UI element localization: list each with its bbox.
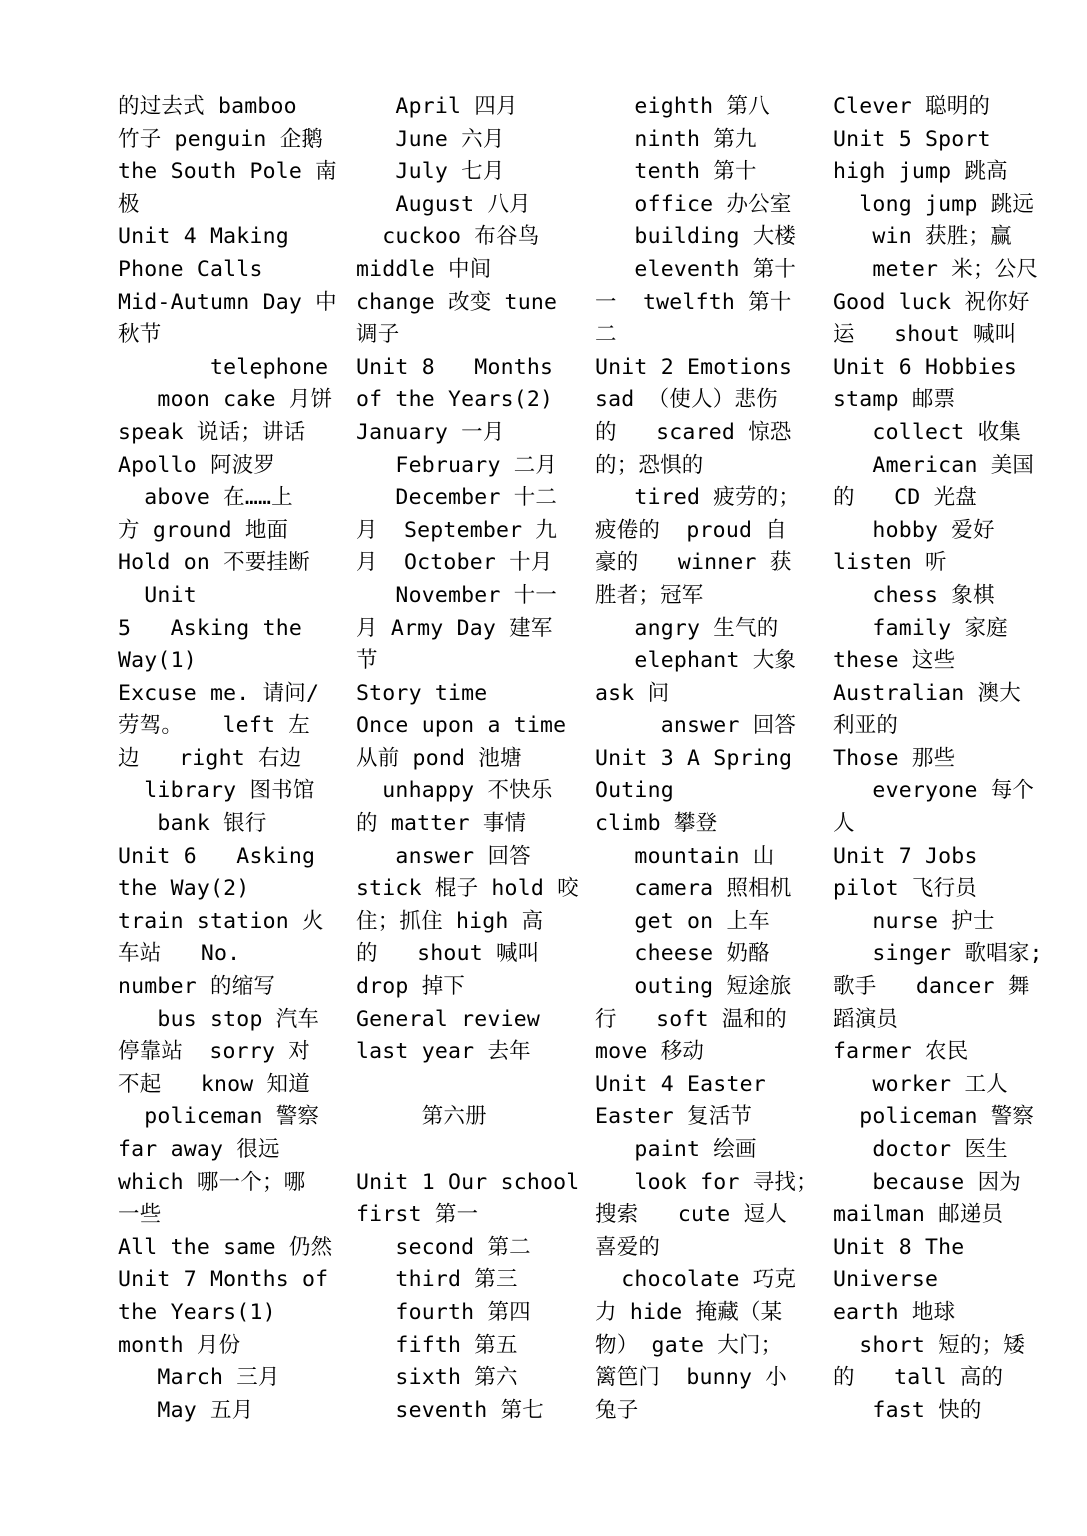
vocab-line: July 七月 xyxy=(356,159,505,185)
vocab-line: win 获胜；赢 xyxy=(833,224,1012,250)
vocab-line: 豪的 winner 获 xyxy=(595,550,792,576)
vocab-line: train station 火 xyxy=(118,908,324,934)
vocab-line: eighth 第八 xyxy=(595,94,770,119)
vocab-line: unhappy 不快乐 xyxy=(356,778,553,804)
vocab-line: 一些 xyxy=(118,1202,162,1228)
vocab-line: 的 scared 惊恐 xyxy=(595,419,792,445)
vocab-line: sad （使人）悲伤 xyxy=(595,387,778,413)
vocab-line: Unit 8 Months xyxy=(356,354,554,380)
vocab-line: 方 ground 地面 xyxy=(118,517,289,543)
vocab-line: bus stop 汽车 xyxy=(118,1006,320,1032)
text-column-2 xyxy=(356,91,580,1427)
vocab-line: camera 照相机 xyxy=(595,876,792,902)
vocab-line: Those 那些 xyxy=(833,745,956,771)
vocab-line: February 二月 xyxy=(356,452,558,478)
vocab-line: 运 shout 喊叫 xyxy=(833,322,1017,348)
vocab-line: nurse 护士 xyxy=(833,908,995,934)
vocab-line: the South Pole 南 xyxy=(118,159,337,185)
vocab-line: American 美国 xyxy=(833,452,1035,478)
vocab-line: 的过去式 bamboo xyxy=(118,94,297,119)
vocab-line: everyone 每个 xyxy=(833,778,1035,804)
vocab-line: climb 攀登 xyxy=(595,811,718,837)
vocab-line: 节 xyxy=(356,648,378,674)
vocab-line: fast 快的 xyxy=(833,1397,982,1423)
vocab-line: high jump 跳高 xyxy=(833,159,1008,185)
text-column-3 xyxy=(595,91,818,1427)
vocab-line: of the Years(2) xyxy=(356,387,554,413)
vocab-line: ninth 第九 xyxy=(595,126,757,152)
vocab-line: these 这些 xyxy=(833,648,956,674)
vocab-line: short 短的；矮 xyxy=(833,1332,1025,1358)
vocab-line: Unit 4 Making xyxy=(118,224,289,250)
vocab-line: 的 shout 喊叫 xyxy=(356,941,540,967)
vocab-line: 人 xyxy=(833,811,855,837)
vocab-line: tenth 第十 xyxy=(595,159,757,185)
vocab-line: the Way(2) xyxy=(118,876,250,902)
vocab-line: 二 xyxy=(595,322,617,348)
vocab-line: 车站 No. xyxy=(118,941,241,967)
vocab-line: June 六月 xyxy=(356,126,505,152)
vocab-line: fifth 第五 xyxy=(356,1332,518,1358)
vocab-line: first 第一 xyxy=(356,1202,479,1228)
vocab-line: Excuse me. 请问/ xyxy=(118,680,320,706)
vocab-line: third 第三 xyxy=(356,1267,518,1293)
vocab-line: far away 很远 xyxy=(118,1137,280,1162)
vocab-line: doctor 医生 xyxy=(833,1137,1008,1162)
vocab-line: seventh 第七 xyxy=(356,1397,544,1423)
vocab-line: worker 工人 xyxy=(833,1071,1008,1097)
vocab-line: Phone Calls xyxy=(118,256,263,282)
vocab-line: middle 中间 xyxy=(356,256,492,282)
vocab-line: General review xyxy=(356,1006,541,1032)
vocab-line: the Years(1) xyxy=(118,1299,276,1325)
vocab-line: which 哪一个；哪 xyxy=(118,1169,306,1195)
vocab-line: Unit 3 A Spring xyxy=(595,745,793,771)
vocab-line: 边 right 右边 xyxy=(118,745,302,771)
vocab-line: speak 说话；讲话 xyxy=(118,419,306,445)
vocab-line: bank 银行 xyxy=(118,811,267,837)
vocab-line: Unit 5 Sport xyxy=(833,126,991,152)
vocab-line: moon cake 月饼 xyxy=(118,387,333,413)
vocab-line: telephone xyxy=(118,354,329,380)
vocab-line: March 三月 xyxy=(118,1365,280,1391)
vocab-line: May 五月 xyxy=(118,1397,254,1423)
vocab-line: farmer 农民 xyxy=(833,1039,969,1065)
vocab-line: library 图书馆 xyxy=(118,778,315,804)
vocab-line: Universe xyxy=(833,1267,939,1293)
vocab-line: December 十二 xyxy=(356,485,558,511)
vocab-line: 胜者；冠军 xyxy=(595,582,704,608)
vocab-line xyxy=(356,1134,568,1167)
vocab-line: 利亚的 xyxy=(833,713,899,739)
vocab-line: because 因为 xyxy=(833,1169,1021,1195)
vocab-line: Unit 6 Hobbies xyxy=(833,354,1018,380)
vocab-line: 行 soft 温和的 xyxy=(595,1006,787,1032)
vocab-line: office 办公室 xyxy=(595,191,792,217)
vocab-line xyxy=(356,1069,568,1102)
vocab-line: answer 回答 xyxy=(595,713,797,739)
vocab-line: Way(1) xyxy=(118,648,197,674)
vocab-line: look for 寻找； xyxy=(595,1169,818,1195)
vocab-line: 劳驾。 left 左 xyxy=(118,713,310,739)
vocab-line: 一 twelfth 第十 xyxy=(595,289,792,315)
vocab-line: Unit 2 Emotions xyxy=(595,354,793,380)
vocab-line: April 四月 xyxy=(356,94,518,119)
vocab-line: chess 象棋 xyxy=(833,582,995,608)
text-column-4 xyxy=(833,91,1045,1427)
vocab-line: tired 疲劳的； xyxy=(595,485,801,511)
vocab-line: outing 短途旅 xyxy=(595,974,792,1000)
vocab-line: Apollo 阿波罗 xyxy=(118,452,276,478)
vocab-line: Story time xyxy=(356,680,488,706)
vocab-line: month 月份 xyxy=(118,1332,241,1358)
vocab-line: cuckoo 布谷鸟 xyxy=(356,224,540,250)
vocab-line: drop 掉下 xyxy=(356,974,466,1000)
vocab-line: sixth 第六 xyxy=(356,1365,518,1391)
vocab-line: 的 matter 事情 xyxy=(356,811,527,837)
vocab-line: 极 xyxy=(118,191,140,217)
vocab-line: Unit 4 Easter xyxy=(595,1071,766,1097)
vocab-line: change 改变 tune xyxy=(356,289,558,315)
vocab-line: Unit xyxy=(118,582,197,608)
vocab-line: Hold on 不要挂断 xyxy=(118,550,310,576)
vocab-line: chocolate 巧克 xyxy=(595,1267,797,1293)
vocab-line: Mid-Autumn Day 中 xyxy=(118,289,337,315)
vocab-line: 月 Army Day 建军 xyxy=(356,615,553,641)
vocab-line: policeman 警察 xyxy=(833,1104,1035,1130)
vocab-line: January 一月 xyxy=(356,419,505,445)
vocab-line: mountain 山 xyxy=(595,843,775,869)
vocab-line: November 十一 xyxy=(356,582,558,608)
vocab-line: Australian 澳大 xyxy=(833,680,1021,706)
vocab-line: 疲倦的 proud 自 xyxy=(595,517,787,543)
vocab-line: get on 上车 xyxy=(595,908,770,934)
vocab-line: angry 生气的 xyxy=(595,615,779,641)
vocab-line: Once upon a time xyxy=(356,713,567,739)
vocab-line: All the same 仍然 xyxy=(118,1234,333,1260)
vocab-line: 调子 xyxy=(356,322,400,348)
vocab-line: 的 tall 高的 xyxy=(833,1365,1004,1391)
vocab-line: answer 回答 xyxy=(356,843,531,869)
vocab-line: Unit 8 The xyxy=(833,1234,965,1260)
vocab-line: 不起 know 知道 xyxy=(118,1071,310,1097)
vocab-line: meter 米；公尺 xyxy=(833,256,1039,282)
vocab-line: 篱笆门 bunny 小 xyxy=(595,1365,787,1391)
vocab-line: Unit 7 Months of xyxy=(118,1267,329,1293)
vocab-line: number 的缩写 xyxy=(118,974,276,1000)
vocab-line: eleventh 第十 xyxy=(595,256,797,282)
vocab-line: Good luck 祝你好 xyxy=(833,289,1030,315)
vocab-line: family 家庭 xyxy=(833,615,1008,641)
vocab-line: paint 绘画 xyxy=(595,1137,757,1162)
vocab-line: mailman 邮递员 xyxy=(833,1202,1004,1228)
vocab-line: 搜索 cute 逗人 xyxy=(595,1202,787,1228)
vocab-line: 竹子 penguin 企鹅 xyxy=(118,126,324,152)
vocab-line: 5 Asking the xyxy=(118,615,303,641)
vocab-line: 月 October 十月 xyxy=(356,550,553,576)
vocab-line: Unit 1 Our school xyxy=(356,1169,580,1195)
vocab-line: 力 hide 掩藏（某 xyxy=(595,1299,783,1325)
vocab-line: 月 September 九 xyxy=(356,517,558,543)
vocab-line: fourth 第四 xyxy=(356,1299,531,1325)
vocab-line: earth 地球 xyxy=(833,1299,956,1325)
vocab-line: 第六册 xyxy=(356,1104,487,1130)
text-column-1 xyxy=(118,91,337,1427)
vocab-line: August 八月 xyxy=(356,191,531,217)
vocab-line: second 第二 xyxy=(356,1234,531,1260)
vocab-line: collect 收集 xyxy=(833,419,1021,445)
vocab-line: 的 CD 光盘 xyxy=(833,485,977,511)
vocab-line: 兔子 xyxy=(595,1397,639,1423)
vocab-line: Unit 7 Jobs xyxy=(833,843,978,869)
vocab-line: last year 去年 xyxy=(356,1039,531,1065)
vocab-line: Outing xyxy=(595,778,674,804)
vocab-line: above 在……上 xyxy=(118,485,293,511)
vocab-line: pilot 飞行员 xyxy=(833,876,977,902)
vocab-line: 歌手 dancer 舞 xyxy=(833,974,1030,1000)
vocab-line: singer 歌唱家; xyxy=(833,941,1043,967)
vocab-line: stick 棍子 hold 咬 xyxy=(356,876,579,902)
vocab-line: policeman 警察 xyxy=(118,1104,320,1130)
vocab-line: 秋节 xyxy=(118,322,162,348)
vocab-line: building 大楼 xyxy=(595,224,797,250)
vocab-line: 的；恐惧的 xyxy=(595,452,704,478)
vocab-line: 住；抓住 high 高 xyxy=(356,908,544,934)
vocab-line: ask 问 xyxy=(595,680,670,706)
vocab-line: hobby 爱好 xyxy=(833,517,995,543)
vocab-line: 喜爱的 xyxy=(595,1234,661,1260)
vocab-line: move 移动 xyxy=(595,1039,705,1065)
vocab-line: long jump 跳远 xyxy=(833,191,1035,217)
vocab-line: listen 听 xyxy=(833,550,947,576)
vocab-line: Unit 6 Asking xyxy=(118,843,316,869)
vocab-line: elephant 大象 xyxy=(595,648,797,674)
vocab-line: 停靠站 sorry 对 xyxy=(118,1039,310,1065)
vocab-line: 物） gate 大门； xyxy=(595,1332,783,1358)
vocab-line: 从前 pond 池塘 xyxy=(356,745,522,771)
vocab-line: Clever 聪明的 xyxy=(833,94,991,119)
vocab-line: 蹈演员 xyxy=(833,1006,899,1032)
vocab-line: cheese 奶酪 xyxy=(595,941,770,967)
vocab-line: stamp 邮票 xyxy=(833,387,956,413)
vocab-line: Easter 复活节 xyxy=(595,1104,753,1130)
